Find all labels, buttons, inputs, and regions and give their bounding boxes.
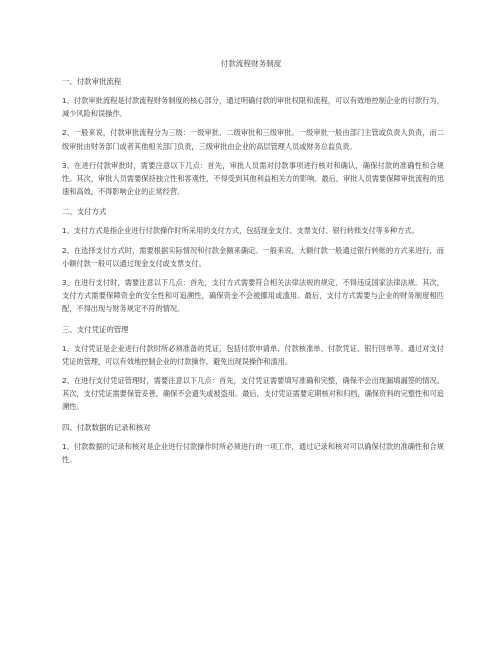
paragraph: 2、在进行支付凭证管理时，需要注意以下几点：首先，支付凭证需要填写准确和完整，确保不会出现漏填漏签的情况。其次，支付凭证需要保管妥善，确保不会遗失或被盗用。最后，支付凭证需要定期核对和归档，确保资料的完整性和可追溯性。 — [62, 376, 444, 412]
paragraph: 1、付款审批流程是付款流程财务制度的核心部分，通过明确付款的审批权限和流程，可以有效地控制企业的付款行为，减少风险和误操作。 — [62, 96, 444, 119]
section-data-records — [62, 422, 444, 466]
paragraph: 1、付款数据的记录和核对是企业进行付款操作时所必须进行的一项工作，通过记录和核对可以确保付款的准确性和合规性。 — [62, 441, 444, 464]
section-payment-method — [62, 206, 444, 315]
paragraph: 1、支付方式是指企业进行付款操作时所采用的支付方式，包括现金支付、支票支付、银行转账支付等多种方式。 — [62, 226, 419, 236]
paragraph: 2、一般来说，付款审批流程分为三级：一级审批、二级审批和三级审批。一级审批一般由部门主管或负责人负责，而二级审批由财务部门或者其他相关部门负责，三级审批由企业的高层管理人员或财务总监负责。 — [62, 128, 444, 151]
section-heading: 四、付款数据的记录和核对 — [62, 422, 151, 432]
section-heading: 二、支付方式 — [62, 207, 107, 217]
section-heading: 三、支付凭证的管理 — [62, 324, 129, 334]
section-heading: 一、付款审批流程 — [62, 77, 122, 86]
document-title: 付款流程财务制度 — [220, 59, 282, 68]
section-payment-approval — [62, 76, 444, 198]
paragraph: 3、在进行支付时，需要注意以下几点：首先，支付方式需要符合相关法律法规的规定，不得违反国家法律法规。其次，支付方式需要保障资金的安全性和可追溯性，确保资金不会被挪用或滥用。最后，支付方式需要与企业的财务制度相匹配，不得出现与财务规定不符的情况。 — [62, 278, 444, 314]
paragraph: 3、在进行付款审批时，需要注意以下几点：首先，审批人员需对付款事项进行核对和确认，确保付款的准确性和合规性。其次，审批人员需要保持独立性和客观性，不得受到其他利益相关方的影响。最后，审批人员需要保障审批流程的迅速和高效，不得影响企业的正常经营。 — [62, 160, 444, 197]
section-voucher-management — [62, 324, 444, 414]
paragraph: 1、支付凭证是企业进行付款时所必须准备的凭证，包括付款申请单、付款核准单、付款凭证、银行回单等。通过对支付凭证的管理，可以有效地控制企业的付款操作，避免出现误操作和滥用。 — [62, 343, 444, 366]
document-body — [62, 76, 444, 466]
paragraph: 2、在选择支付方式时，需要根据实际情况和付款金额来确定。一般来说，大额付款一般通过银行转账的方式来进行，而小额付款一般可以通过现金支付或支票支付。 — [62, 245, 444, 268]
